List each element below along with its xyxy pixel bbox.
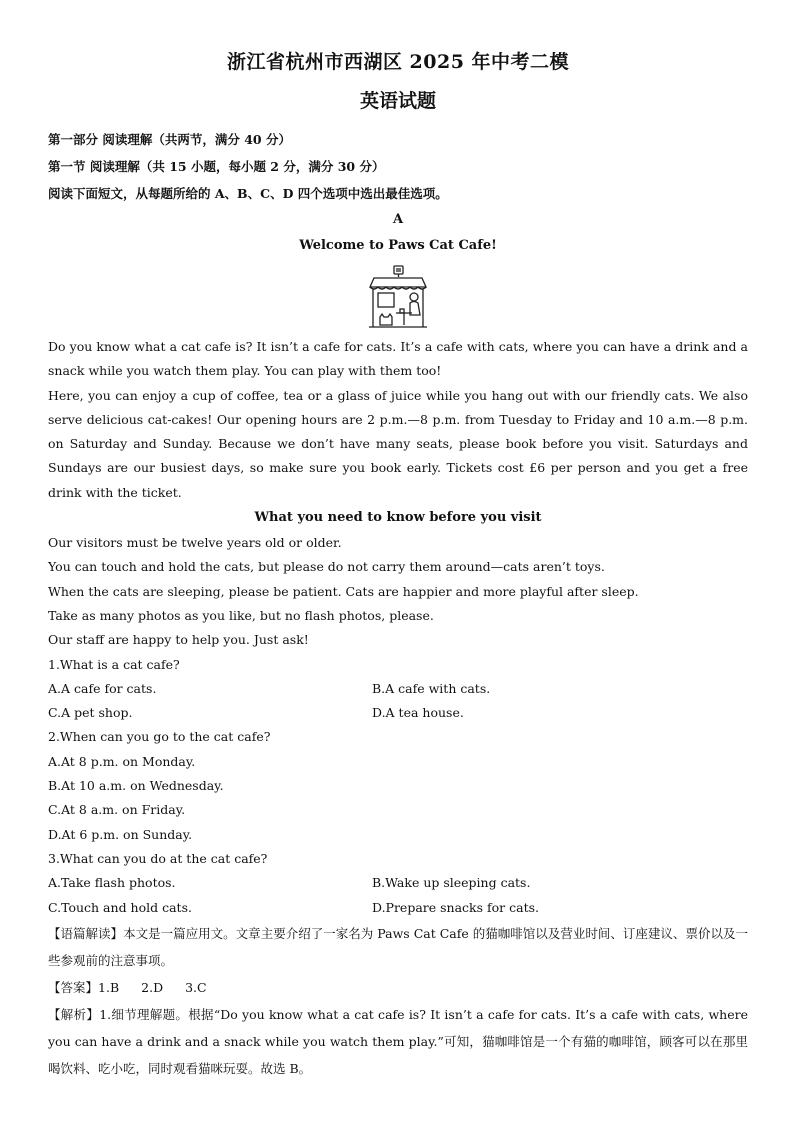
option-a: A.Take flash photos. <box>48 875 176 891</box>
question-1-options-row <box>48 701 748 725</box>
rule-item: Take as many photos as you like, but no flash photos, please. <box>48 607 434 623</box>
option-b: B.Wake up sleeping cats. <box>372 875 531 891</box>
option-d: D.A tea house. <box>372 705 464 721</box>
question-1-stem: 1.What is a cat cafe? <box>48 656 180 672</box>
passage-paragraph-1: Do you know what a cat cafe is? It isn’t a cafe for cats. It’s a cafe with cats, where you can have a drink and a snack while you watch them play. You can play with them too! <box>48 339 748 379</box>
question-1-options-row <box>48 677 748 701</box>
answer-label: 【答案】 <box>48 979 99 995</box>
answer-explanation: 【解析】1.细节理解题。根据“Do you know what a cat cafe is? It isn’t a cafe for cats. It’s a cafe with cats, where you can have a drink and a snack while you watch them play.”可知，猫咖啡馆是一个有猫的咖啡馆，顾客可以在那里喝饮料、吃小吃，同时观看猫咪玩耍。故选 B。 <box>48 1006 748 1076</box>
exam-page <box>48 46 748 1082</box>
option-a: A.A cafe for cats. <box>48 680 157 696</box>
passage-paragraph-2: Here, you can enjoy a cup of coffee, tea or a glass of juice while you hang out with our friendly cats. We also serve delicious cat-cakes! Our opening hours are 2 p.m.—8 p.m. from Tuesday to Friday and 10 a.m.—8 p.m. on Saturday and Sunday. Because we don’t have many seats, please book before you visit. Saturdays and Sundays are our busiest days, so make sure you book early. Tickets cost £6 per person and you get a free drink with the ticket. <box>48 387 748 500</box>
part-heading: 第一部分 阅读理解（共两节，满分 40 分） <box>48 132 291 147</box>
answer-line <box>48 974 748 1001</box>
question-2-stem: 2.When can you go to the cat cafe? <box>48 729 271 745</box>
rule-item: Our staff are happy to help you. Just ask! <box>48 632 309 648</box>
cat-cafe-illustration-icon <box>48 265 748 331</box>
section-heading: 第一节 阅读理解（共 15 小题，每小题 2 分，满分 30 分） <box>48 159 385 174</box>
passage-subheading: What you need to know before you visit <box>254 510 542 526</box>
option-c: C.Touch and hold cats. <box>48 899 192 915</box>
rule-item: When the cats are sleeping, please be patient. Cats are happier and more playful after sleep. <box>48 583 639 599</box>
instruction-text: 阅读下面短文，从每题所给的 A、B、C、D 四个选项中选出最佳选项。 <box>48 186 448 201</box>
answer-item: 2.D <box>141 979 164 995</box>
passage-analysis: 【语篇解读】本文是一篇应用文。文章主要介绍了一家名为 Paws Cat Cafe 的猫咖啡馆以及营业时间、订座建议、票价以及一些参观前的注意事项。 <box>48 925 748 968</box>
question-3-stem: 3.What can you do at the cat cafe? <box>48 850 268 866</box>
passage-label: A <box>392 212 404 227</box>
question-3-options-row <box>48 871 748 895</box>
question-3-options-row <box>48 896 748 920</box>
option-c: C.At 8 a.m. on Friday. <box>48 802 186 818</box>
option-c: C.A pet shop. <box>48 705 133 721</box>
answer-item: 3.C <box>185 979 207 995</box>
passage-heading: Welcome to Paws Cat Cafe! <box>299 238 497 253</box>
rule-item: You can touch and hold the cats, but please do not carry them around—cats aren’t toys. <box>48 559 605 575</box>
option-d: D.At 6 p.m. on Sunday. <box>48 826 193 842</box>
exam-title: 浙江省杭州市西湖区 2025 年中考二模 <box>226 51 570 73</box>
exam-subtitle: 英语试题 <box>359 90 436 112</box>
option-d: D.Prepare snacks for cats. <box>372 899 539 915</box>
rule-item: Our visitors must be twelve years old or older. <box>48 535 342 551</box>
answer-item: 1.B <box>98 979 120 995</box>
option-a: A.At 8 p.m. on Monday. <box>48 753 196 769</box>
option-b: B.A cafe with cats. <box>372 680 491 696</box>
option-b: B.At 10 a.m. on Wednesday. <box>48 778 224 794</box>
